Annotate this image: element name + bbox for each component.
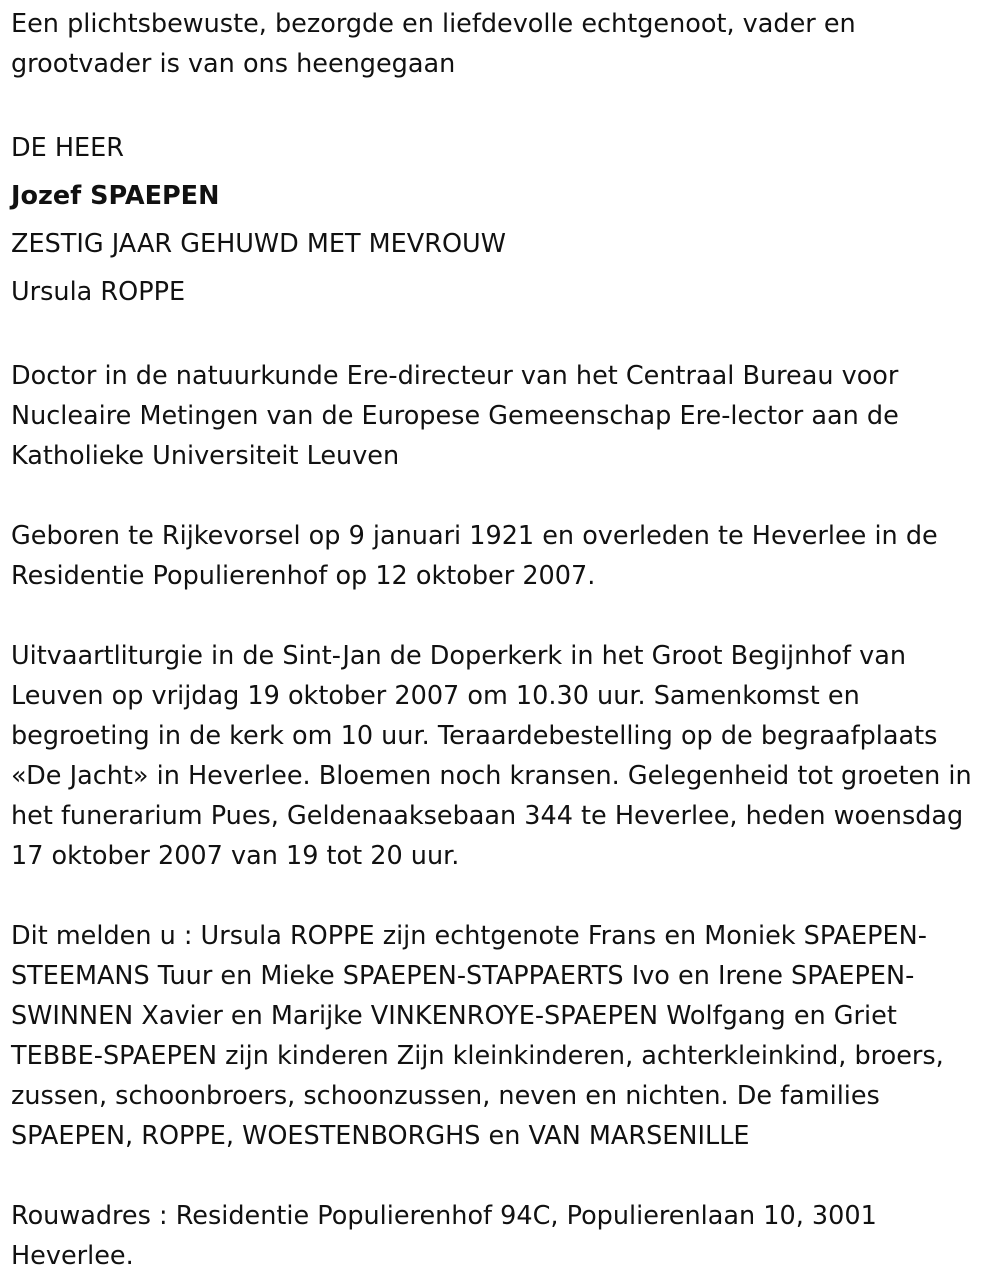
deceased-name: Jozef SPAEPEN xyxy=(11,181,220,211)
spouse-name: Ursula ROPPE xyxy=(11,277,186,307)
married-text: ZESTIG JAAR GEHUWD MET MEVROUW xyxy=(11,229,506,259)
funeral-text: Uitvaartliturgie in de Sint-Jan de Doperkerk in het Groot Begijnhof van Leuven op vrijdag 19 oktober 2007 om 10.30 uur. Samenkomst en begroeting in de kerk om 10 uur. Teraardebestelling op de begraafplaats «De Jacht» in Heverlee. Bloemen noch kransen. Gelegenheid tot groeten in het funerarium Pues, Geldenaaksebaan 344 te Heverlee, heden woensdag 17 oktober 2007 van 19 tot 20 uur. xyxy=(11,641,972,871)
announcers-text: Dit melden u : Ursula ROPPE zijn echtgenote Frans en Moniek SPAEPEN-STEEMANS Tuur en Mieke SPAEPEN-STAPPAERTS Ivo en Irene SPAEPEN-SWINNEN Xavier en Marijke VINKENROYE-SPAEPEN Wolfgang en Griet TEBBE-SPAEPEN zijn kinderen Zijn kleinkinderen, achterkleinkind, broers, zussen, schoonbroers, schoonzussen, neven en nichten. De families SPAEPEN, ROPPE, WOESTENBORGHS en VAN MARSENILLE xyxy=(11,921,944,1151)
title-text: DE HEER xyxy=(11,133,124,163)
intro-text: Een plichtsbewuste, bezorgde en liefdevolle echtgenoot, vader en grootvader is van ons heengegaan xyxy=(11,9,856,79)
born-died-text: Geboren te Rijkevorsel op 9 januari 1921 en overleden te Heverlee in de Residentie Populierenhof op 12 oktober 2007. xyxy=(11,521,938,591)
profession-text: Doctor in de natuurkunde Ere-directeur van het Centraal Bureau voor Nucleaire Metingen van de Europese Gemeenschap Ere-lector aan de Katholieke Universiteit Leuven xyxy=(11,361,899,471)
address-text: Rouwadres : Residentie Populierenhof 94C, Populierenlaan 10, 3001 Heverlee. xyxy=(11,1201,877,1271)
